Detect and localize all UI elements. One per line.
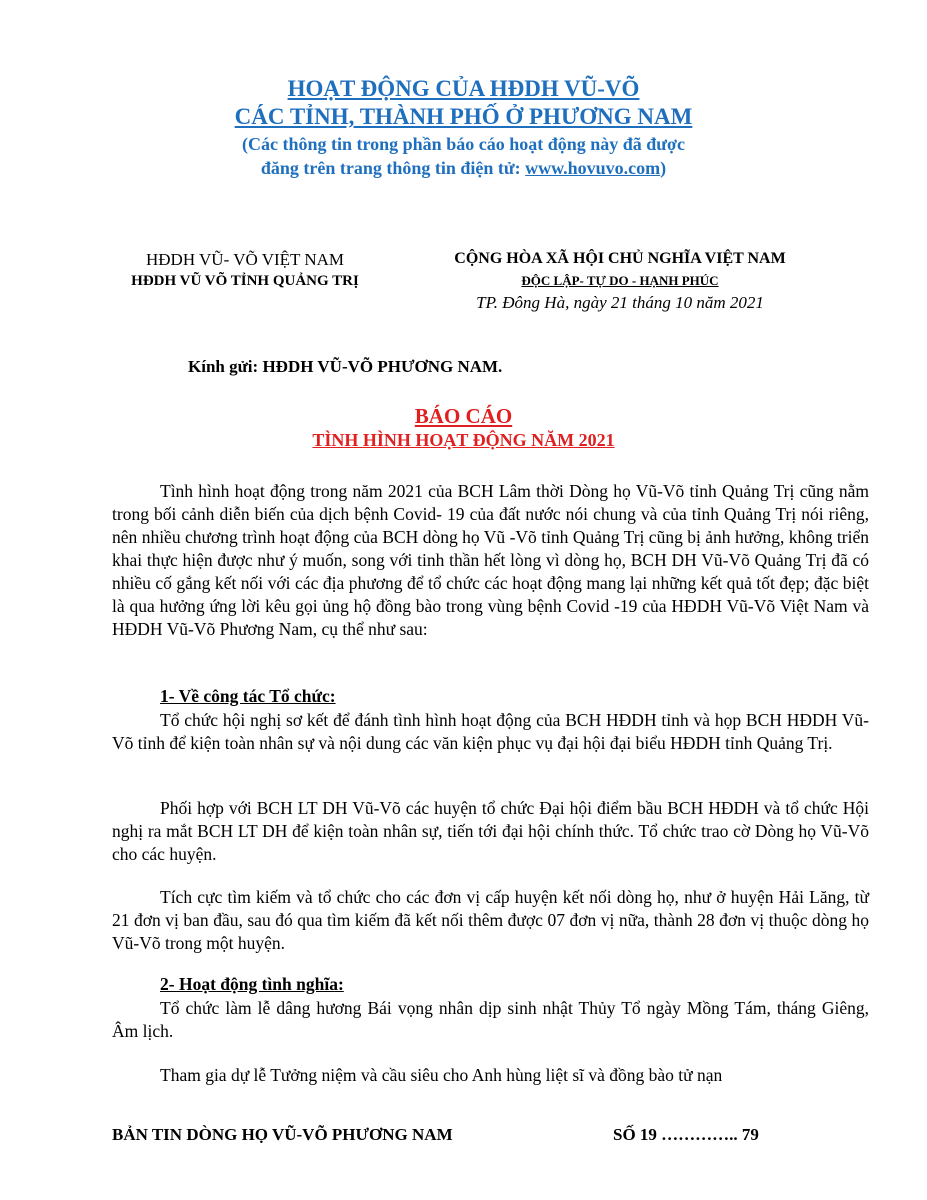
header-note-prefix: đăng trên trang thông tin điện tử: [260, 158, 526, 178]
document-date: TP. Đông Hà, ngày 21 tháng 10 năm 2021 [476, 293, 764, 312]
report-title: BÁO CÁO [414, 404, 513, 428]
report-subtitle: TÌNH HÌNH HOẠT ĐỘNG NĂM 2021 [312, 430, 615, 450]
website-link[interactable]: www.hovuvo.com [525, 158, 661, 178]
section2-paragraph1: Tổ chức làm lễ dâng hương Bái vọng nhân dịp sinh nhật Thủy Tổ ngày Mồng Tám, tháng Giêng, Âm lịch. [112, 998, 869, 1041]
header-title-line1: HOẠT ĐỘNG CỦA HĐDH VŨ-VÕ [287, 76, 640, 101]
recipient: Kính gửi: HĐDH VŨ-VÕ PHƯƠNG NAM. [188, 357, 503, 376]
republic-motto: ĐỘC LẬP- TỰ DO - HẠNH PHÚC [521, 273, 719, 288]
header-title-line2: CÁC TỈNH, THÀNH PHỐ Ở PHƯƠNG NAM [234, 104, 693, 129]
footer-publication: BẢN TIN DÒNG HỌ VŨ-VÕ PHƯƠNG NAM [112, 1125, 453, 1144]
header-note-line1: (Các thông tin trong phần báo cáo hoạt động này đã được [241, 134, 686, 154]
header-note-suffix: ) [660, 158, 667, 178]
footer-page-number: SỐ 19 ………….. 79 [613, 1125, 759, 1144]
org-line1: HĐDH VŨ- VÕ VIỆT NAM [145, 250, 345, 269]
section1-heading: 1- Về công tác Tổ chức: [160, 686, 336, 706]
org-line2: HĐDH VŨ VÕ TỈNH QUẢNG TRỊ [131, 273, 359, 289]
section1-paragraph1: Tổ chức hội nghị sơ kết để đánh tình hình hoạt động của BCH HĐDH tỉnh và họp BCH HĐDH Vũ-Võ tỉnh để kiện toàn nhân sự và nội dung các văn kiện phục vụ đại hội đại biểu HĐDH tỉnh Quảng Trị. [112, 710, 869, 753]
section2-paragraph2: Tham gia dự lễ Tưởng niệm và cầu siêu cho Anh hùng liệt sĩ và đồng bào tử nạn [160, 1065, 723, 1085]
section1-paragraph3: Tích cực tìm kiếm và tổ chức cho các đơn vị cấp huyện kết nối dòng họ, như ở huyện Hải Lăng, từ 21 đơn vị ban đầu, sau đó qua tìm kiếm đã kết nối thêm được 07 đơn vị nữa, thành 28 đơn vị thuộc dòng họ Vũ-Võ trong một huyện. [112, 887, 869, 953]
section2-heading: 2- Hoạt động tình nghĩa: [160, 974, 344, 994]
intro-paragraph: Tình hình hoạt động trong năm 2021 của BCH Lâm thời Dòng họ Vũ-Võ tỉnh Quảng Trị cũng nằm trong bối cảnh diễn biến của dịch bệnh Covid- 19 của đất nước nói chung và của tỉnh Quảng Trị nói riêng, nên nhiều chương trình hoạt động của BCH dòng họ Vũ -Võ tỉnh Quảng Trị cũng bị ảnh hưởng, không triển khai thực hiện được như ý muốn, song với tinh thần hết lòng vì dòng họ, BCH DH Vũ-Võ Quảng Trị đã có nhiều cố gắng kết nối với các địa phương để tổ chức các hoạt động mang lại những kết quả tốt đẹp; đặc biệt là qua hưởng ứng lời kêu gọi ủng hộ đồng bào trong vùng bệnh Covid -19 của HĐDH Vũ-Võ Việt Nam và HĐDH Vũ-Võ Phương Nam, cụ thể như sau: [112, 481, 869, 639]
header-note-line2 [0, 158, 927, 179]
section1-paragraph2: Phối hợp với BCH LT DH Vũ-Võ các huyện tổ chức Đại hội điểm bầu BCH HĐDH và tổ chức Hội nghị ra mắt BCH LT DH để kiện toàn nhân sự, tiến tới đại hội chính thức. Tổ chức trao cờ Dòng họ Vũ-Võ cho các huyện. [112, 798, 869, 864]
republic-line1: CỘNG HÒA XÃ HỘI CHỦ NGHĨA VIỆT NAM [454, 250, 786, 267]
